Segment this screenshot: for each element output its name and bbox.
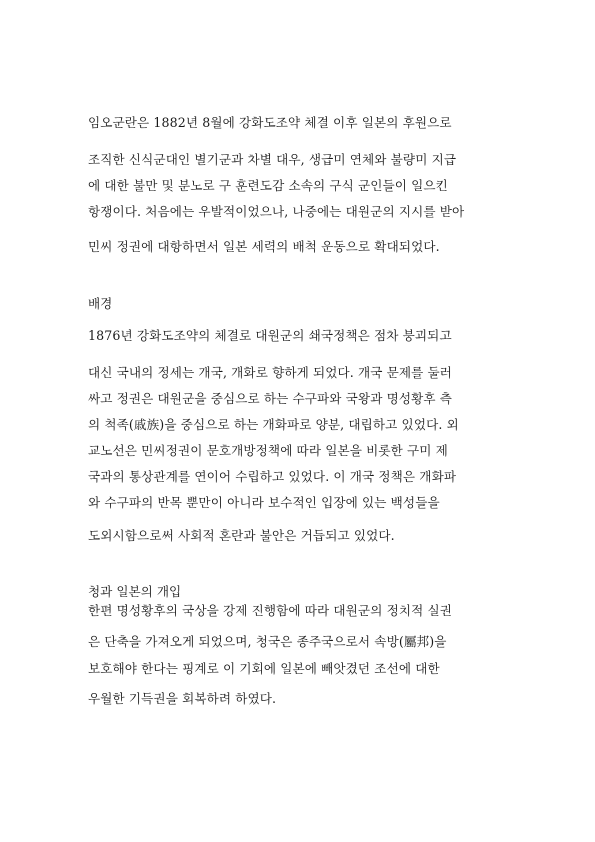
background-line-8: 도외시함으로써 사회적 혼란과 불안은 거듭되고 있었다.: [88, 528, 395, 543]
background-line-7: 와 수구파의 반목 뿐만이 아니라 보수적인 입장에 있는 백성들을: [88, 495, 440, 510]
background-line-3: 싸고 정권은 대원군을 중심으로 하는 수구파와 국왕과 명성황후 측: [88, 391, 452, 406]
intervention-line-2: 은 단축을 가져오게 되었으며, 청국은 종주국으로서 속방(屬邦)을: [88, 634, 447, 649]
intro-line-2: 조직한 신식군대인 별기군과 차별 대우, 생급미 연체와 불량미 지급: [88, 152, 457, 167]
background-line-1: 1876년 강화도조약의 체결로 대원군의 쇄국정책은 점차 붕괴되고: [88, 328, 452, 343]
intervention-line-4: 우월한 기득권을 회복하려 하였다.: [88, 691, 277, 706]
background-line-6: 국과의 통상관계를 연이어 수립하고 있었다. 이 개국 정책은 개화파: [88, 469, 457, 484]
intro-line-5: 민씨 정권에 대항하면서 일본 세력의 배척 운동으로 확대되었다.: [88, 239, 440, 254]
background-line-5: 교노선은 민씨정권이 문호개방정책에 따라 일본을 비롯한 구미 제: [88, 443, 448, 458]
intervention-line-1: 한편 명성황후의 국상을 강제 진행함에 따라 대원군의 정치적 실권: [88, 603, 452, 618]
intervention-line-3: 보호해야 한다는 핑계로 이 기회에 일본에 빼앗겼던 조선에 대한: [88, 661, 440, 676]
background-line-4: 의 척족(戚族)을 중심으로 하는 개화파로 양분, 대립하고 있었다. 외: [88, 417, 459, 432]
intro-line-4: 항쟁이다. 처음에는 우발적이었으나, 나중에는 대원군의 지시를 받아: [88, 204, 465, 219]
intro-line-3: 에 대한 불만 및 분노로 구 훈련도감 소속의 구식 군인들이 일으킨: [88, 178, 448, 193]
background-line-2: 대신 국내의 정세는 개국, 개화로 향하게 되었다. 개국 문제를 둘러: [88, 365, 453, 380]
section-heading-background: 배경: [88, 296, 113, 311]
section-heading-intervention: 청과 일본의 개입: [88, 584, 182, 599]
intro-line-1: 임오군란은 1882년 8월에 강화도조약 체결 이후 일본의 후원으로: [88, 115, 452, 130]
